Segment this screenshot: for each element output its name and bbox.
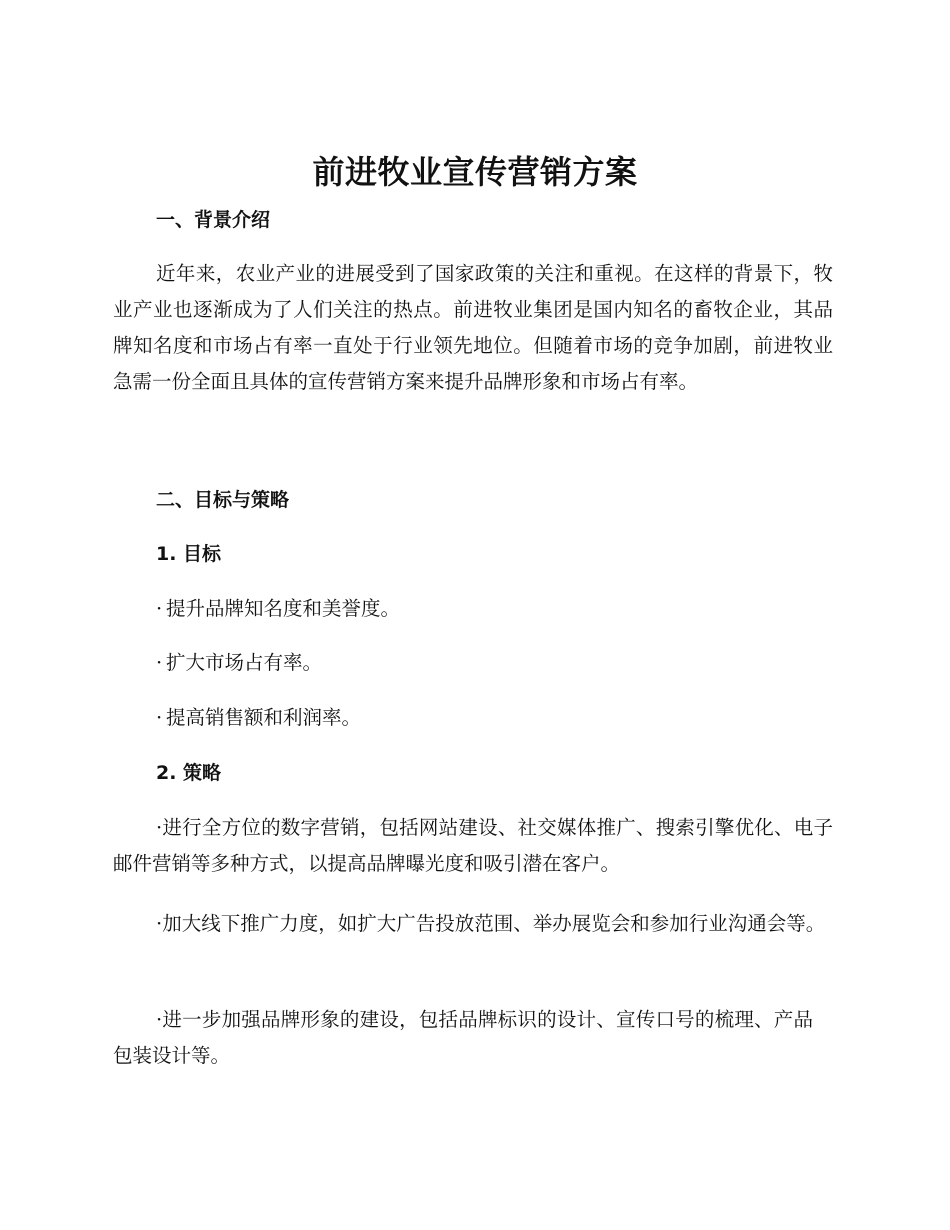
goal-item-text: 提升品牌知名度和美誉度。 xyxy=(166,597,401,620)
goal-item xyxy=(156,648,322,678)
strategy-item-text: 进一步加强品牌形象的建设，包括品牌标识的设计、宣传口号的梳理、产品包装设计等。 xyxy=(113,1008,813,1067)
bullet-mark: · xyxy=(156,1008,163,1031)
section-heading-goals-strategy: 二、目标与策略 xyxy=(156,489,290,511)
strategy-item xyxy=(113,1002,813,1074)
strategy-item-text: 加大线下推广力度，如扩大广告投放范围、举办展览会和参加行业沟通会等。 xyxy=(162,912,826,935)
goal-item xyxy=(156,703,361,733)
subheading-goals: 1. 目标 xyxy=(156,543,222,565)
strategy-item xyxy=(113,810,833,882)
bullet-mark: · xyxy=(156,912,163,935)
bullet-mark: · xyxy=(156,816,163,839)
bullet-mark: · xyxy=(156,597,163,620)
goal-item-text: 提高销售额和利润率。 xyxy=(166,706,362,729)
section-heading-background: 一、背景介绍 xyxy=(156,209,271,231)
background-paragraph: 近年来，农业产业的进展受到了国家政策的关注和重视。在这样的背景下，牧业产业也逐渐成为了人们关注的热点。前进牧业集团是国内知名的畜牧企业，其品牌知名度和市场占有率一直处于行业领先地位。但随着市场的竞争加剧，前进牧业急需一份全面且具体的宣传营销方案来提升品牌形象和市场占有率。 xyxy=(113,262,833,393)
strategy-item-text: 进行全方位的数字营销，包括网站建设、社交媒体推广、搜索引擎优化、电子邮件营销等多种方式，以提高品牌曝光度和吸引潜在客户。 xyxy=(113,816,833,875)
strategy-item xyxy=(113,906,833,942)
goal-item-text: 扩大市场占有率。 xyxy=(166,651,323,674)
bullet-mark: · xyxy=(156,651,163,674)
subheading-strategies: 2. 策略 xyxy=(156,762,222,784)
document-title: 前进牧业宣传营销方案 xyxy=(312,153,638,191)
bullet-mark: · xyxy=(156,706,163,729)
goal-item xyxy=(156,594,400,624)
